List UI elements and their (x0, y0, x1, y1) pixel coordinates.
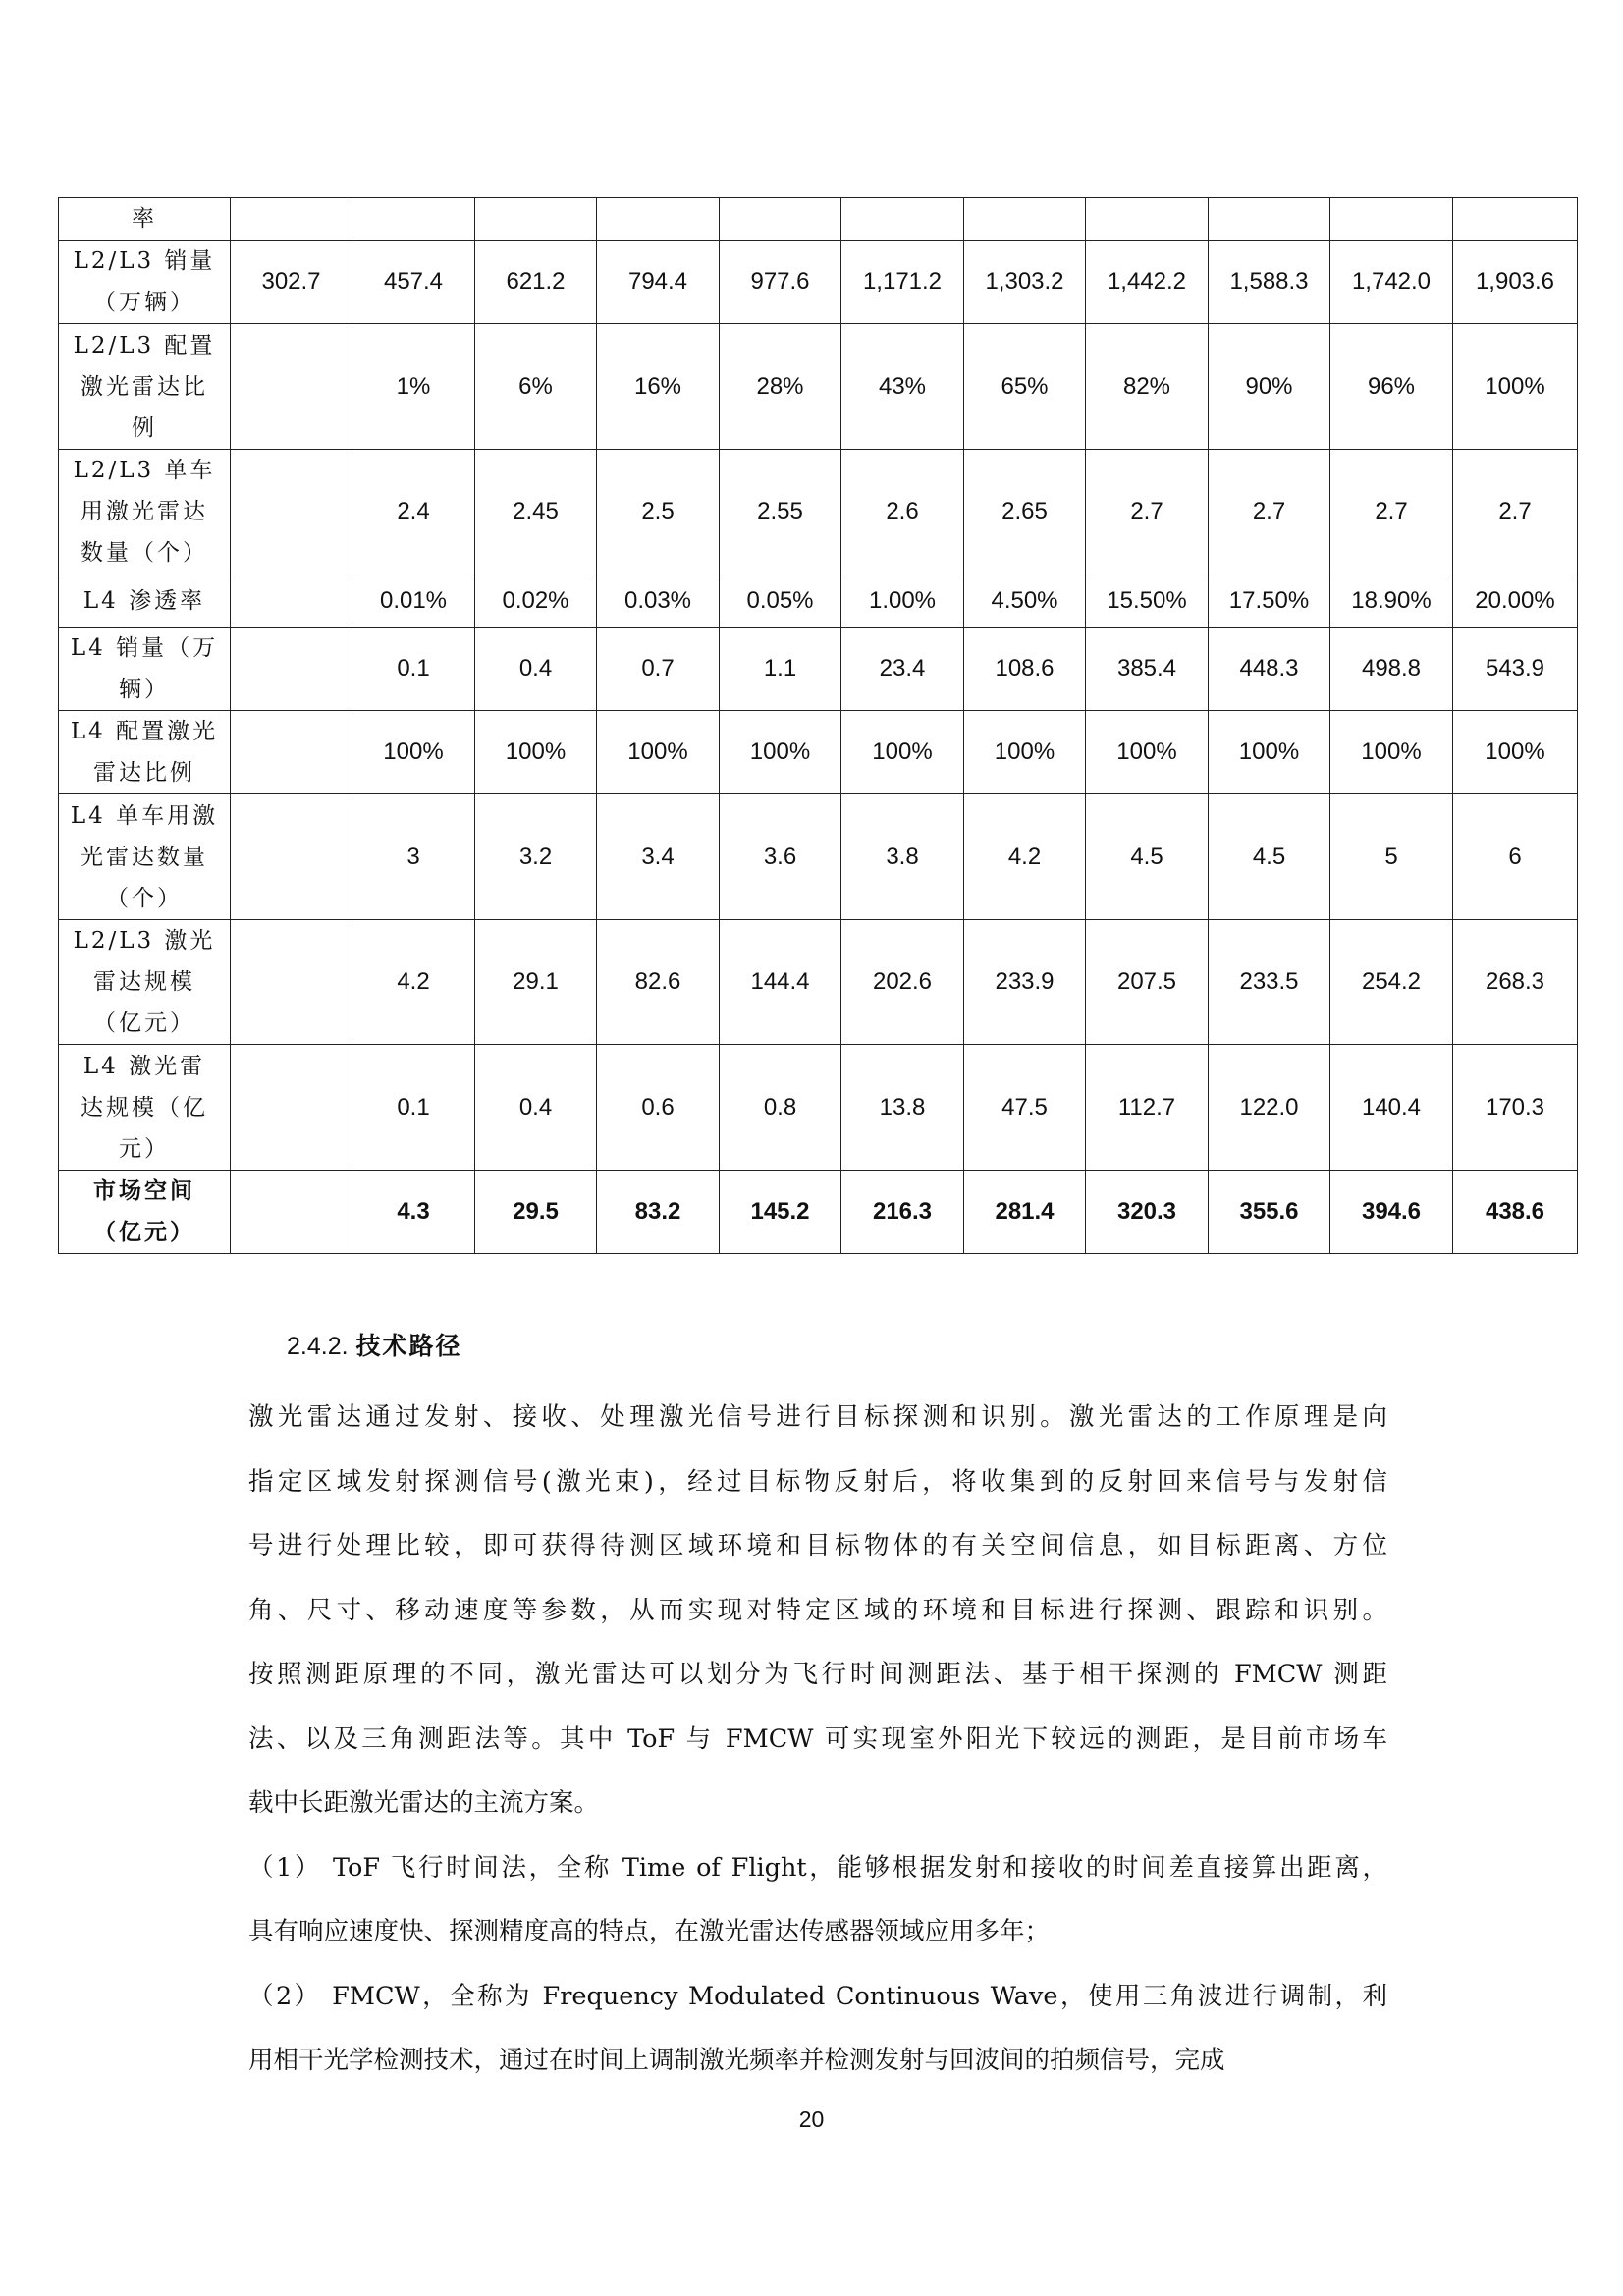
page-number: 20 (798, 2106, 825, 2132)
table-cell: 394.6 (1330, 1171, 1453, 1254)
table-cell: 438.6 (1453, 1171, 1578, 1254)
table-cell: 100% (720, 711, 841, 794)
table-cell: 29.1 (475, 920, 597, 1045)
table-cell: 100% (597, 711, 720, 794)
table-cell: 233.9 (964, 920, 1086, 1045)
table-cell: 112.7 (1086, 1045, 1209, 1171)
row-label (59, 711, 231, 794)
table-cell: 0.1 (352, 1045, 475, 1171)
table-cell (231, 794, 352, 920)
table-row (59, 794, 1578, 920)
table-cell: 6 (1453, 794, 1578, 920)
table-cell: 268.3 (1453, 920, 1578, 1045)
table-cell: 3.2 (475, 794, 597, 920)
table-cell: 144.4 (720, 920, 841, 1045)
section-heading (287, 1327, 462, 1362)
table-cell: 3.6 (720, 794, 841, 920)
table-row (59, 574, 1578, 628)
table-cell: 100% (475, 711, 597, 794)
table-cell (231, 324, 352, 450)
table-cell: 170.3 (1453, 1045, 1578, 1171)
text-line: 指定区域发射探测信号(激光束)，经过目标物反射后，将收集到的反射回来信号与发射信 (248, 1466, 1387, 1497)
table-cell: 233.5 (1209, 920, 1330, 1045)
row-label-line: 光雷达数量 (81, 844, 208, 870)
section-number: 2.4.2. (287, 1333, 349, 1360)
table-cell: 43% (841, 324, 964, 450)
table-row (59, 920, 1578, 1045)
row-label-line: （万辆） (93, 290, 195, 315)
table-cell: 65% (964, 324, 1086, 450)
table-cell: 1.00% (841, 574, 964, 628)
table-cell: 621.2 (475, 241, 597, 324)
row-label (59, 920, 231, 1045)
table-row (59, 241, 1578, 324)
row-label-line: （个） (106, 885, 183, 911)
text-line: 激光雷达通过发射、接收、处理激光信号进行目标探测和识别。激光雷达的工作原理是向 (248, 1402, 1387, 1432)
table-cell: 145.2 (720, 1171, 841, 1254)
row-label-line: 率 (132, 206, 157, 232)
table-row (59, 711, 1578, 794)
table-cell: 498.8 (1330, 628, 1453, 711)
table-cell: 122.0 (1209, 1045, 1330, 1171)
table-cell (964, 198, 1086, 241)
table-cell: 0.8 (720, 1045, 841, 1171)
row-label-line: L4 销量（万 (70, 635, 219, 661)
table-cell: 302.7 (231, 241, 352, 324)
table-cell: 0.7 (597, 628, 720, 711)
table-body (59, 198, 1578, 1254)
row-label-line: 激光雷达比 (81, 373, 208, 400)
table-cell (231, 920, 352, 1045)
table-cell (352, 198, 475, 241)
table-cell (231, 1045, 352, 1171)
table-cell: 355.6 (1209, 1171, 1330, 1254)
row-label-line: 雷达比例 (93, 760, 195, 786)
text-line: 法、以及三角测距法等。其中 ToF 与 FMCW 可实现室外阳光下较远的测距，是目前市场车 (248, 1723, 1387, 1754)
row-label-line: L4 配置激光 (70, 719, 219, 744)
table-cell: 320.3 (1086, 1171, 1209, 1254)
table-cell: 254.2 (1330, 920, 1453, 1045)
table-cell: 1,903.6 (1453, 241, 1578, 324)
table-cell (231, 711, 352, 794)
text-line: 具有响应速度快、探测精度高的特点，在激光雷达传感器领域应用多年； (248, 1917, 1051, 1946)
table-cell: 207.5 (1086, 920, 1209, 1045)
row-label (59, 1045, 231, 1171)
table-cell: 4.3 (352, 1171, 475, 1254)
row-label (59, 241, 231, 324)
table-cell: 0.6 (597, 1045, 720, 1171)
table-cell: 100% (1086, 711, 1209, 794)
table-row (59, 450, 1578, 574)
table-cell: 2.45 (475, 450, 597, 574)
table-cell: 0.05% (720, 574, 841, 628)
table-cell: 108.6 (964, 628, 1086, 711)
table-cell: 2.4 (352, 450, 475, 574)
table-cell (231, 628, 352, 711)
table-cell: 2.55 (720, 450, 841, 574)
table-cell (1086, 198, 1209, 241)
table-cell: 2.7 (1453, 450, 1578, 574)
table-cell: 3.4 (597, 794, 720, 920)
table-cell (597, 198, 720, 241)
table-cell: 100% (1453, 711, 1578, 794)
row-label-line: L2/L3 销量 (73, 248, 216, 274)
table-cell: 6% (475, 324, 597, 450)
table-cell: 23.4 (841, 628, 964, 711)
row-label-line: 市场空间 (93, 1177, 195, 1204)
table-cell: 0.4 (475, 628, 597, 711)
table-cell: 2.7 (1330, 450, 1453, 574)
table-cell (231, 574, 352, 628)
table-cell: 1% (352, 324, 475, 450)
table-cell: 15.50% (1086, 574, 1209, 628)
text-line: 角、尺寸、移动速度等参数，从而实现对特定区域的环境和目标进行探测、跟踪和识别。 (248, 1595, 1387, 1625)
row-label (59, 450, 231, 574)
table-cell: 100% (964, 711, 1086, 794)
section-title: 技术路径 (355, 1332, 462, 1360)
row-label (59, 628, 231, 711)
row-label-line: L4 激光雷 (82, 1053, 206, 1079)
table-cell: 4.2 (964, 794, 1086, 920)
text-line: （2） FMCW，全称为 Frequency Modulated Continuous Wave，使用三角波进行调制，利 (248, 1981, 1387, 2011)
row-label (59, 324, 231, 450)
table-cell: 4.5 (1086, 794, 1209, 920)
body-paragraphs (248, 1386, 1387, 2094)
table-row (59, 1045, 1578, 1171)
table-cell: 2.5 (597, 450, 720, 574)
table-cell: 100% (1209, 711, 1330, 794)
row-label-line: L4 单车用激 (70, 802, 219, 829)
market-size-table (58, 197, 1578, 1254)
table-cell: 82% (1086, 324, 1209, 450)
text-line: 用相干光学检测技术，通过在时间上调制激光频率并检测发射与回波间的拍频信号，完成 (248, 2046, 1225, 2075)
table-cell: 0.1 (352, 628, 475, 711)
table-cell: 2.7 (1086, 450, 1209, 574)
table-cell: 1,303.2 (964, 241, 1086, 324)
row-label (59, 198, 231, 241)
row-label-line: 雷达规模 (93, 969, 195, 995)
row-label-line: L2/L3 单车 (73, 458, 216, 483)
table-cell: 17.50% (1209, 574, 1330, 628)
table-cell: 28% (720, 324, 841, 450)
table-cell: 20.00% (1453, 574, 1578, 628)
table-cell: 2.7 (1209, 450, 1330, 574)
table-cell: 281.4 (964, 1171, 1086, 1254)
table-cell: 2.6 (841, 450, 964, 574)
table-cell (231, 1171, 352, 1254)
table-cell: 0.03% (597, 574, 720, 628)
table-cell: 100% (352, 711, 475, 794)
table-cell: 385.4 (1086, 628, 1209, 711)
table-row (59, 324, 1578, 450)
table-cell: 448.3 (1209, 628, 1330, 711)
table-cell: 100% (1330, 711, 1453, 794)
row-label-line: 用激光雷达 (81, 499, 208, 524)
table-cell: 202.6 (841, 920, 964, 1045)
table-cell (720, 198, 841, 241)
table-cell: 1,588.3 (1209, 241, 1330, 324)
table-cell: 4.50% (964, 574, 1086, 628)
table-cell: 1,171.2 (841, 241, 964, 324)
table-cell: 794.4 (597, 241, 720, 324)
table-cell: 140.4 (1330, 1045, 1453, 1171)
table-row (59, 198, 1578, 241)
row-label-line: （亿元） (93, 1219, 195, 1245)
table-cell: 0.02% (475, 574, 597, 628)
table-cell (231, 450, 352, 574)
table-cell: 4.5 (1209, 794, 1330, 920)
table-cell (1209, 198, 1330, 241)
table-cell: 100% (841, 711, 964, 794)
row-label-line: L2/L3 激光 (73, 928, 216, 954)
row-label-line: （亿元） (93, 1011, 195, 1036)
table-cell: 4.2 (352, 920, 475, 1045)
table-cell (841, 198, 964, 241)
row-label-line: L2/L3 配置 (73, 332, 216, 358)
table-cell: 0.01% (352, 574, 475, 628)
table-cell: 83.2 (597, 1171, 720, 1254)
table-cell: 100% (1453, 324, 1578, 450)
table-row (59, 628, 1578, 711)
table-cell: 13.8 (841, 1045, 964, 1171)
text-line: （1） ToF 飞行时间法，全称 Time of Flight，能够根据发射和接收的时间差直接算出距离， (248, 1852, 1387, 1883)
table-cell: 216.3 (841, 1171, 964, 1254)
text-line: 按照测距原理的不同，激光雷达可以划分为飞行时间测距法、基于相干探测的 FMCW 测距 (248, 1660, 1387, 1689)
table-cell: 18.90% (1330, 574, 1453, 628)
row-label-line: L4 渗透率 (82, 587, 206, 614)
table-cell: 1,742.0 (1330, 241, 1453, 324)
table-cell (1453, 198, 1578, 241)
table-cell: 2.65 (964, 450, 1086, 574)
table-cell: 16% (597, 324, 720, 450)
table-cell: 82.6 (597, 920, 720, 1045)
table-cell: 5 (1330, 794, 1453, 920)
table-cell: 3.8 (841, 794, 964, 920)
text-line: 号进行处理比较，即可获得待测区域环境和目标物体的有关空间信息，如目标距离、方位 (248, 1531, 1387, 1560)
table-cell: 90% (1209, 324, 1330, 450)
table-row (59, 1171, 1578, 1254)
table-cell: 1.1 (720, 628, 841, 711)
table-cell: 3 (352, 794, 475, 920)
row-label-line: 元） (119, 1135, 170, 1162)
row-label-line: 例 (132, 414, 157, 441)
table-cell: 1,442.2 (1086, 241, 1209, 324)
table-cell: 96% (1330, 324, 1453, 450)
row-label-line: 辆） (119, 677, 170, 702)
table-cell: 0.4 (475, 1045, 597, 1171)
row-label (59, 1171, 231, 1254)
table-cell (1330, 198, 1453, 241)
row-label (59, 574, 231, 628)
table-cell: 977.6 (720, 241, 841, 324)
row-label-line: 数量（个） (81, 540, 208, 566)
table-cell: 29.5 (475, 1171, 597, 1254)
table-cell: 47.5 (964, 1045, 1086, 1171)
table-cell: 543.9 (1453, 628, 1578, 711)
text-line: 载中长距激光雷达的主流方案。 (248, 1788, 600, 1818)
table-cell (475, 198, 597, 241)
table-cell: 457.4 (352, 241, 475, 324)
row-label-line: 达规模（亿 (81, 1094, 208, 1121)
table-cell (231, 198, 352, 241)
row-label (59, 794, 231, 920)
